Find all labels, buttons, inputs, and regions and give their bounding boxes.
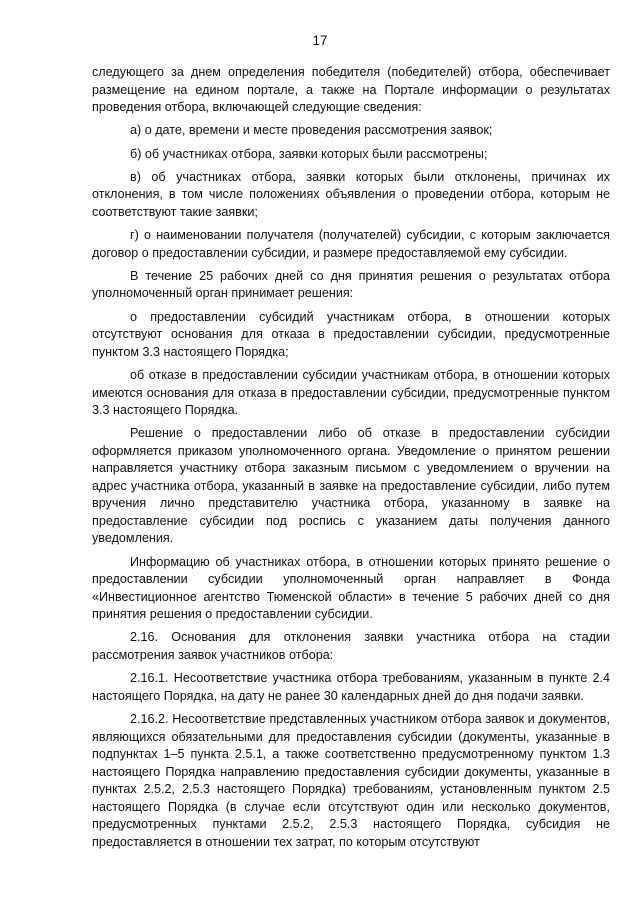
paragraph: Информацию об участниках отбора, в отношении которых принято решение о предоставлении субсидии уполномоченный орган направляет в Фонда «Инвестиционное агентство Тюменской области» в течение 5 рабочих дней со дня принятия решения о предоставлении субсидии. xyxy=(92,554,610,622)
paragraph: Решение о предоставлении либо об отказе в предоставлении субсидии оформляется приказом уполномоченного органа. Уведомление о принятом решении направляется участнику отбора заказным письмом с уведомлением о вручении на адрес участника отбора, указанный в заявке на предоставление субсидии, либо путем вручения лично представителю участника отбора, указанному в заявке на предоставление субсидии под роспись с указанием даты получения данного уведомления. xyxy=(92,426,610,546)
paragraph: В течение 25 рабочих дней со дня принятия решения о результатах отбора уполномоченный орган принимает решения: xyxy=(92,268,610,301)
paragraph: 2.16.2. Несоответствие представленных участником отбора заявок и документов, являющихся обязательными для предоставления субсидии (документы, указанные в подпунктах 1–5 пункта 2.5.1, а также соответственно предусмотренному пунктом 1.3 настоящего Порядка направлению предоставления субсидии документы, указанные в пунктах 2.5.2, 2.5.3 настоящего Порядка) требованиям, установленным пунктом 2.5 настоящего Порядка (в случае если отсутствуют один или несколько документов, предусмотренных пунктами 2.5.2, 2.5.3 настоящего Порядка, субсидия не предоставляется в отношении тех затрат, по которым отсутствуют xyxy=(92,712,610,849)
paragraph: об отказе в предоставлении субсидии участникам отбора, в отношении которых имеются основания для отказа в предоставлении субсидии, предусмотренные пунктом 3.3 настоящего Порядка. xyxy=(92,368,610,418)
paragraph: б) об участниках отбора, заявки которых были рассмотрены; xyxy=(130,146,488,161)
paragraph: 2.16.1. Несоответствие участника отбора требованиям, указанным в пункте 2.4 настоящего Порядка, на дату не ранее 30 календарных дней до дня подачи заявки. xyxy=(92,671,610,703)
paragraph: следующего за днем определения победителя (победителей) отбора, обеспечивает размещение на едином портале, а также на Портале информации о результатах проведения отбора, включающей следующие сведения: xyxy=(92,65,610,114)
paragraph: г) о наименовании получателя (получателей) субсидии, с которым заключается договор о предоставлении субсидии, и размере предоставляемой ему субсидии. xyxy=(92,228,610,260)
document-body xyxy=(92,64,610,857)
paragraph: в) об участниках отбора, заявки которых были отклонены, причинах их отклонения, в том числе положениях объявления о проведении отбора, которым не соответствуют такие заявки; xyxy=(92,169,610,219)
paragraph: о предоставлении субсидий участникам отбора, в отношении которых отсутствуют основания для отказа в предоставлении субсидии, предусмотренные пунктом 3.3 настоящего Порядка; xyxy=(92,309,610,359)
paragraph: а) о дате, времени и месте проведения рассмотрения заявок; xyxy=(130,123,493,138)
page-number: 17 xyxy=(312,33,328,48)
paragraph: 2.16. Основания для отклонения заявки участника отбора на стадии рассмотрения заявок участников отбора: xyxy=(92,630,610,662)
